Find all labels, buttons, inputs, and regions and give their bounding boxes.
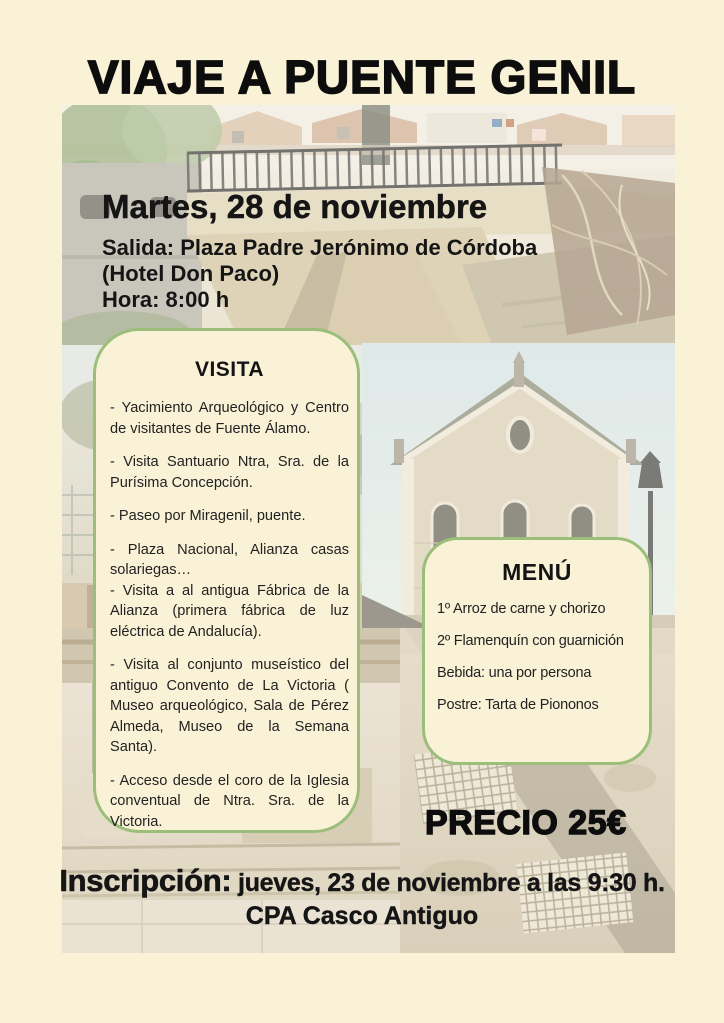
inscription-detail: jueves, 23 de noviembre a las 9:30 h. xyxy=(231,869,665,897)
menu-title: MENÚ xyxy=(502,559,572,585)
departure-line-2: (Hotel Don Paco) xyxy=(102,261,280,286)
inscription-line1 xyxy=(0,863,724,899)
visita-item: - Acceso desde el coro de la Iglesia conventual de Ntra. Sra. de la Victoria. xyxy=(110,772,349,830)
trip-info-block xyxy=(102,188,537,313)
price-text: PRECIO 25€ xyxy=(425,804,627,842)
visita-item: - Visita Santuario Ntra, Sra. de la Purísima Concepción. xyxy=(110,454,349,491)
departure-line-1: Salida: Plaza Padre Jerónimo de Córdoba xyxy=(102,235,538,260)
time-line: Hora: 8:00 h xyxy=(102,287,230,312)
menu-item: 2º Flamenquín con guarnición xyxy=(437,633,624,649)
menu-item: Postre: Tarta de Piononos xyxy=(437,697,599,713)
inscription-line2: CPA Casco Antiguo xyxy=(245,902,479,930)
visita-box xyxy=(93,328,360,833)
visita-item: - Yacimiento Arqueológico y Centro de visitantes de Fuente Álamo. xyxy=(110,400,349,437)
visita-item: - Paseo por Miragenil, puente. xyxy=(110,508,306,524)
date-heading: Martes, 28 de noviembre xyxy=(102,188,488,225)
flyer-title: VIAJE A PUENTE GENIL xyxy=(87,51,637,103)
menu-box xyxy=(422,537,652,765)
visita-item: - Plaza Nacional, Alianza casas solariegas… xyxy=(110,541,349,578)
visita-item: - Visita al conjunto museístico del antiguo Convento de La Victoria ( Museo arqueológico, Sala de Pérez Almeda, Museo de la Semana Santa). xyxy=(110,657,349,755)
inscription-block xyxy=(0,863,724,931)
menu-item: 1º Arroz de carne y chorizo xyxy=(437,601,606,617)
menu-item: Bebida: una por persona xyxy=(437,665,592,681)
visita-title: VISITA xyxy=(194,358,265,381)
inscription-label: Inscripción: xyxy=(59,863,232,898)
visita-item: - Visita a al antigua Fábrica de la Alianza (primera fábrica de luz eléctrica de Andalucía). xyxy=(110,582,349,640)
